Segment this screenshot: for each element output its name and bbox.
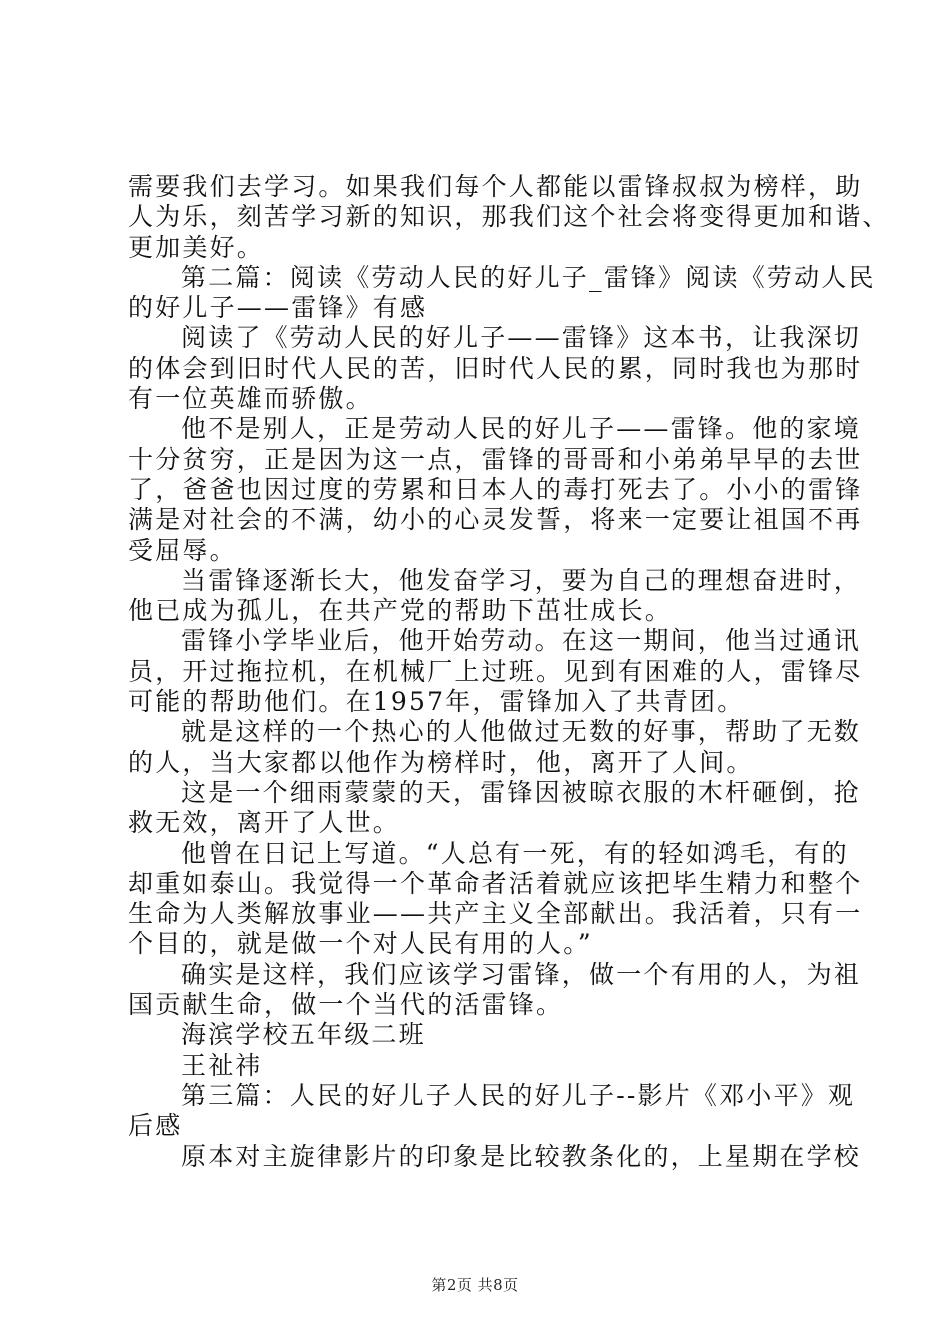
signature-school: 海滨学校五年级二班	[181, 1020, 426, 1050]
text-line: 了，爸爸也因过度的劳累和日本人的毒打死去了。小小的雷锋	[128, 474, 863, 504]
text-line: 个目的，就是做一个对人民有用的人。”	[128, 929, 593, 959]
text-line: 原本对主旋律影片的印象是比较教条化的，上星期在学校	[181, 1141, 862, 1171]
text-line: 就是这样的一个热心的人他做过无数的好事，帮助了无数	[181, 717, 862, 747]
text-line: 可能的帮助他们。在1957年，雷锋加入了共青团。	[128, 687, 745, 717]
text-line: 这是一个细雨蒙蒙的天，雷锋因被晾衣服的木杆砸倒，抢	[181, 777, 862, 807]
text-line: 满是对社会的不满，幼小的心灵发誓，将来一定要让祖国不再	[128, 505, 863, 535]
section-heading-2: 第二篇：阅读《劳动人民的好儿子_雷锋》阅读《劳动人民	[181, 262, 876, 292]
section-heading-3: 第三篇：人民的好儿子人民的好儿子--影片《邓小平》观	[181, 1080, 856, 1110]
text-line: 他曾在日记上写道。“人总有一死，有的轻如鸿毛，有的	[181, 838, 849, 868]
text-line: 更加美好。	[128, 232, 265, 262]
text-line: 他已成为孤儿，在共产党的帮助下茁壮成长。	[128, 596, 673, 626]
text-line: 救无效，离开了人世。	[128, 808, 401, 838]
text-line: 生命为人类解放事业——共产主义全部献出。我活着，只有一	[128, 899, 863, 929]
text-line: 需要我们去学习。如果我们每个人都能以雷锋叔叔为榜样，助	[128, 172, 863, 201]
text-line: 确实是这样，我们应该学习雷锋，做一个有用的人，为祖	[181, 959, 862, 989]
text-line: 受屈辱。	[128, 535, 237, 565]
text-line: 雷锋小学毕业后，他开始劳动。在这一期间，他当过通讯	[181, 626, 862, 656]
text-line: 人为乐，刻苦学习新的知识，那我们这个社会将变得更加和谐、	[128, 202, 890, 232]
page-footer	[0, 1274, 950, 1295]
text-line: 的人，当大家都以他作为榜样时，他，离开了人间。	[128, 747, 754, 777]
text-line: 的体会到旧时代人民的苦，旧时代人民的累，同时我也为那时	[128, 353, 863, 383]
page-number: 第2页 共8页	[431, 1276, 519, 1294]
document-body	[128, 172, 890, 1172]
text-line: 阅读了《劳动人民的好儿子——雷锋》这本书，让我深切	[181, 323, 862, 353]
signature-author: 王祉祎	[181, 1050, 263, 1080]
text-line: 有一位英雄而骄傲。	[128, 384, 373, 414]
text-line: 他不是别人，正是劳动人民的好儿子——雷锋。他的家境	[181, 414, 862, 444]
section-heading-2-cont: 的好儿子——雷锋》有感	[128, 293, 428, 323]
text-line: 员，开过拖拉机，在机械厂上过班。见到有困难的人，雷锋尽	[128, 656, 863, 686]
text-line: 国贡献生命，做一个当代的活雷锋。	[128, 990, 564, 1020]
text-line: 十分贫穷，正是因为这一点，雷锋的哥哥和小弟弟早早的去世	[128, 444, 863, 474]
text-line: 却重如泰山。我觉得一个革命者活着就应该把毕生精力和整个	[128, 868, 863, 898]
section-heading-3-cont: 后感	[128, 1111, 183, 1141]
text-line: 当雷锋逐渐长大，他发奋学习，要为自己的理想奋进时，	[181, 565, 862, 595]
